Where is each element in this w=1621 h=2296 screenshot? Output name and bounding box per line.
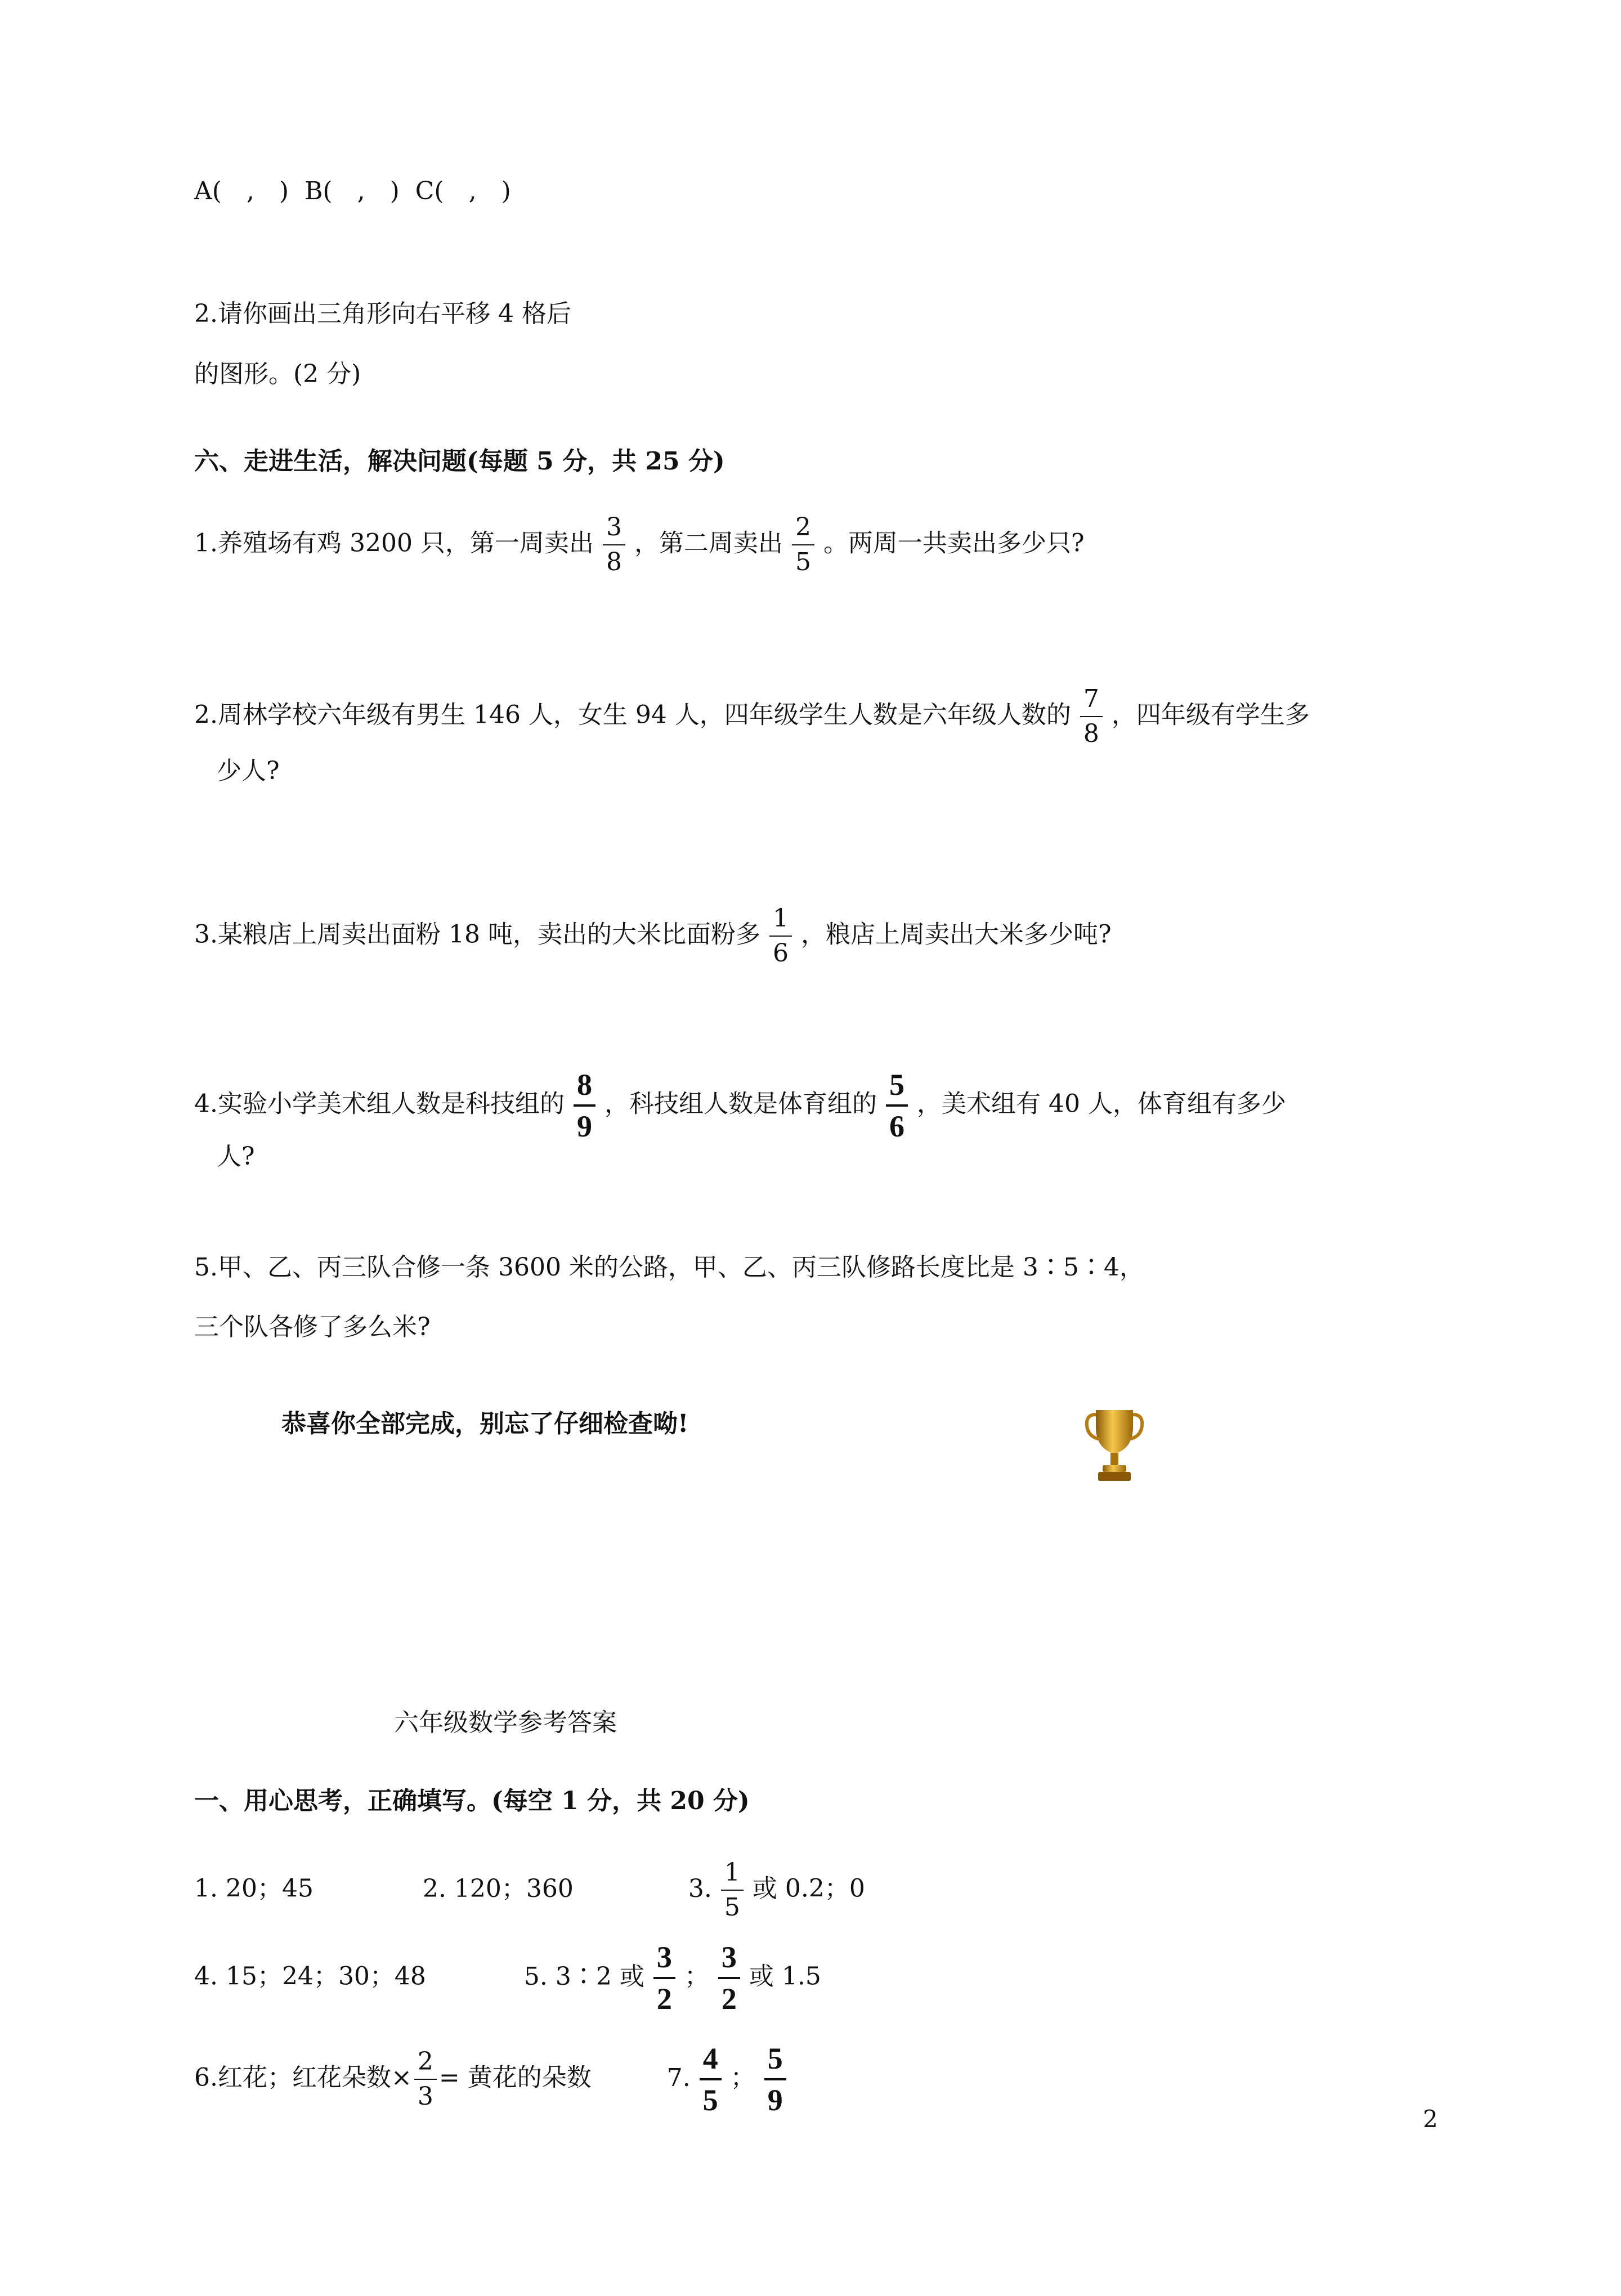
coord-c: C( , ) [415, 177, 511, 205]
fraction-numerator: 2 [792, 515, 814, 545]
problem-1-text-pre: 1.养殖场有鸡 3200 只，第一周卖出 [194, 529, 594, 558]
fraction-2-3 [414, 2049, 437, 2109]
fraction-denominator: 6 [772, 939, 789, 968]
section-6-heading: 六、走进生活，解决问题(每题 5 分，共 25 分) [194, 447, 725, 476]
fraction-numerator: 2 [414, 2049, 437, 2080]
coordinate-answer-line [194, 174, 511, 208]
fraction-denominator: 2 [721, 1982, 737, 2016]
fraction-3-8 [603, 515, 625, 575]
fraction-numerator: 1 [769, 906, 792, 937]
fraction-8-9 [574, 1069, 595, 1142]
fraction-denominator: 6 [889, 1109, 904, 1143]
answer-7-separator: ； [730, 2063, 755, 2092]
fraction-numerator: 5 [764, 2043, 786, 2080]
translate-question-line2: 的图形。(2 分) [194, 360, 361, 388]
problem-1-text-mid: ，第二周卖出 [634, 529, 783, 558]
trophy-icon [1083, 1404, 1145, 1486]
problem-4-text-pre: 4.实验小学美术组人数是科技组的 [194, 1089, 565, 1118]
problem-4-text-post: ，美术组有 40 人，体育组有多少 [916, 1089, 1286, 1118]
fraction-denominator: 5 [702, 2083, 718, 2117]
fraction-5-9 [764, 2043, 786, 2115]
fraction-denominator: 2 [656, 1982, 672, 2016]
answer-row-3 [194, 2043, 795, 2115]
translate-question-line1: 2.请你画出三角形向右平移 4 格后 [194, 299, 571, 328]
problem-4-line2: 人? [217, 1142, 255, 1171]
answer-1: 1. 20；45 [194, 1874, 314, 1903]
answer-4: 4. 15；24；30；48 [194, 1962, 426, 1991]
fraction-numerator: 7 [1080, 687, 1103, 717]
coord-b: B( , ) [305, 177, 400, 205]
fraction-4-5 [700, 2043, 722, 2115]
fraction-numerator: 1 [721, 1860, 744, 1891]
fraction-numerator: 4 [700, 2043, 722, 2080]
answer-section-1-heading: 一、用心思考，正确填写。(每空 1 分，共 20 分) [194, 1787, 750, 1815]
answer-row-2 [194, 1942, 821, 2014]
answer-3-rest: 或 0.2；0 [752, 1874, 865, 1903]
congrats-message: 恭喜你全部完成，别忘了仔细检查呦! [281, 1409, 689, 1438]
fraction-denominator: 9 [576, 1109, 592, 1143]
answer-6-label: 6.红花；红花朵数× [194, 2063, 412, 2092]
problem-1 [194, 515, 1085, 575]
problem-2-line2: 少人? [217, 757, 280, 785]
fraction-denominator: 8 [606, 548, 622, 576]
answer-5-label: 5. 3∶2 或 [523, 1962, 644, 1991]
problem-4-text-mid: ，科技组人数是体育组的 [604, 1089, 877, 1118]
coord-a: A( , ) [194, 177, 289, 205]
problem-2-text-post: ，四年级有学生多 [1111, 700, 1310, 729]
problem-5-line2: 三个队各修了多么米? [194, 1313, 431, 1341]
problem-1-text-post: 。两周一共卖出多少只? [823, 529, 1085, 558]
fraction-3-2 [653, 1942, 675, 2014]
problem-2 [194, 684, 1310, 748]
fraction-3-2-b [718, 1942, 740, 2014]
fraction-denominator: 9 [767, 2083, 783, 2117]
answer-5-rest: 或 1.5 [749, 1962, 821, 1991]
fraction-2-5 [792, 515, 814, 575]
answer-5-separator: ； [684, 1962, 709, 1991]
fraction-numerator: 3 [603, 515, 625, 545]
fraction-denominator: 5 [724, 1893, 740, 1922]
answer-7-label: 7. [666, 2063, 691, 2092]
page-number: 2 [1423, 2105, 1438, 2133]
answer-row-1 [194, 1860, 865, 1920]
problem-3-text-post: ，粮店上周卖出大米多少吨? [800, 920, 1112, 949]
problem-2-text-pre: 2.周林学校六年级有男生 146 人，女生 94 人，四年级学生人数是六年级人数的 [194, 700, 1071, 729]
problem-3 [194, 906, 1112, 966]
answer-3-label: 3. [688, 1874, 712, 1903]
fraction-numerator: 8 [574, 1069, 595, 1107]
fraction-5-6 [886, 1069, 908, 1142]
fraction-numerator: 3 [653, 1942, 675, 1979]
fraction-denominator: 5 [795, 548, 811, 576]
problem-5-line1: 5.甲、乙、丙三队合修一条 3600 米的公路，甲、乙、丙三队修路长度比是 3∶5∶4， [194, 1253, 1144, 1282]
answer-2: 2. 120；360 [422, 1874, 574, 1903]
fraction-1-5 [721, 1860, 744, 1920]
fraction-denominator: 3 [417, 2082, 433, 2111]
fraction-7-8 [1080, 684, 1103, 748]
fraction-numerator: 3 [718, 1942, 740, 1979]
problem-4 [194, 1069, 1286, 1142]
problem-3-text-pre: 3.某粮店上周卖出面粉 18 吨，卖出的大米比面粉多 [194, 920, 760, 949]
answer-key-title: 六年级数学参考答案 [394, 1708, 617, 1737]
fraction-1-6 [769, 906, 792, 966]
fraction-denominator: 8 [1083, 719, 1099, 748]
fraction-numerator: 5 [886, 1069, 908, 1107]
answer-6-rest: = 黄花的朵数 [438, 2063, 592, 2092]
